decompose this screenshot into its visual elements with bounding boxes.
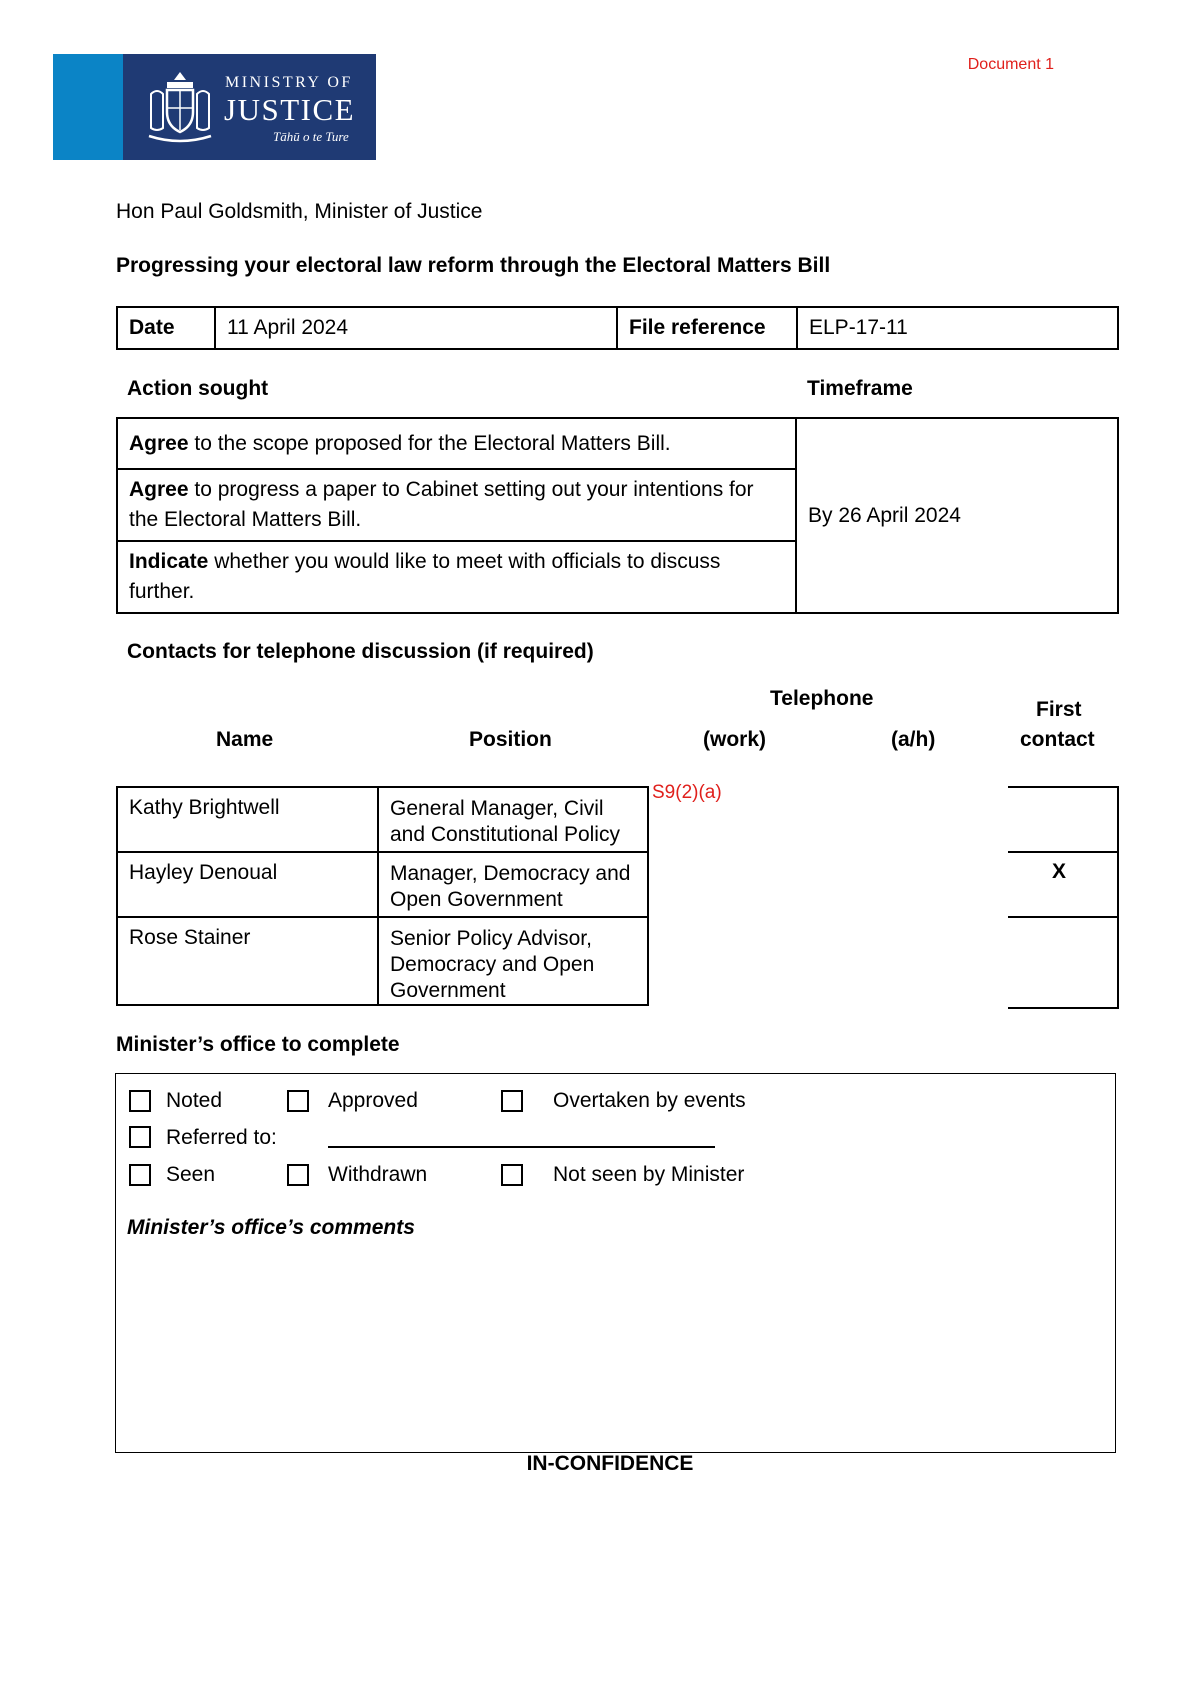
table-row [117,917,648,1005]
action-item-2 [117,469,796,541]
action-verb: Indicate [129,550,209,573]
referred-line[interactable] [328,1146,715,1148]
action-heading: Action sought [127,377,269,400]
contact-position: Senior Policy Advisor, Democracy and Open Government [378,917,648,1005]
action-item-1 [117,418,796,469]
timeframe-value: By 26 April 2024 [796,418,1118,613]
overtaken-checkbox[interactable] [501,1090,523,1112]
action-table [116,417,1119,614]
first-contact-column [1008,786,1119,1009]
approved-checkbox[interactable] [287,1090,309,1112]
logo-justice: JUSTICE [224,92,356,127]
logo-tagline: Tāhū o te Ture [273,129,349,144]
table-row [117,787,648,852]
action-verb: Agree [129,431,189,455]
action-text: to progress a paper to Cabinet setting out your intentions for the Electoral Matters Bill. [129,478,754,531]
meta-table [116,306,1119,350]
not-seen-checkbox[interactable] [501,1164,523,1186]
divider [1008,851,1119,853]
date-value: 11 April 2024 [215,307,617,349]
file-ref-label: File reference [617,307,797,349]
contacts-heading: Contacts for telephone discussion (if required) [127,640,594,663]
logo-stripe [53,54,123,160]
table-row [117,852,648,917]
contact-name: Kathy Brightwell [117,787,378,852]
referred-checkbox[interactable] [129,1126,151,1148]
contact-position: General Manager, Civil and Constitutional Policy [378,787,648,852]
divider [1008,916,1119,918]
comments-heading: Minister’s office’s comments [127,1216,415,1239]
col-name: Name [216,728,274,751]
action-text: to the scope proposed for the Electoral Matters Bill. [188,431,671,455]
contact-position: Manager, Democracy and Open Government [378,852,648,917]
col-first-1: First [1036,698,1082,721]
addressee: Hon Paul Goldsmith, Minister of Justice [116,200,483,223]
seen-checkbox[interactable] [129,1164,151,1186]
col-ah: (a/h) [891,728,936,751]
ministry-logo [53,54,376,160]
logo-ministry-of: MINISTRY OF [225,74,353,91]
contacts-table [116,786,649,1006]
withdrawn-label: Withdrawn [328,1163,428,1186]
classification-footer: IN-CONFIDENCE [526,1452,694,1475]
not-seen-label: Not seen by Minister [553,1163,745,1186]
seen-label: Seen [166,1163,216,1186]
date-label: Date [117,307,215,349]
withdrawn-checkbox[interactable] [287,1164,309,1186]
action-item-3 [117,541,796,613]
noted-label: Noted [166,1089,223,1112]
coat-of-arms-icon [145,70,215,144]
action-verb: Agree [129,478,189,501]
overtaken-label: Overtaken by events [553,1089,746,1112]
file-ref-value: ELP-17-11 [797,307,1118,349]
first-contact-mark: X [1052,860,1067,883]
noted-checkbox[interactable] [129,1090,151,1112]
col-telephone: Telephone [770,687,874,710]
office-heading: Minister’s office to complete [116,1033,400,1056]
approved-label: Approved [328,1089,418,1112]
contact-name: Rose Stainer [117,917,378,1005]
page-title: Progressing your electoral law reform through the Electoral Matters Bill [116,254,831,277]
timeframe-heading: Timeframe [807,377,913,400]
action-text: whether you would like to meet with officials to discuss further. [129,550,721,603]
col-first-2: contact [1020,728,1095,751]
redaction-mark: S9(2)(a) [652,782,722,803]
contact-name: Hayley Denoual [117,852,378,917]
referred-label: Referred to: [166,1126,277,1149]
document-label: Document 1 [967,56,1054,73]
col-position: Position [469,728,552,751]
col-work: (work) [703,728,766,751]
